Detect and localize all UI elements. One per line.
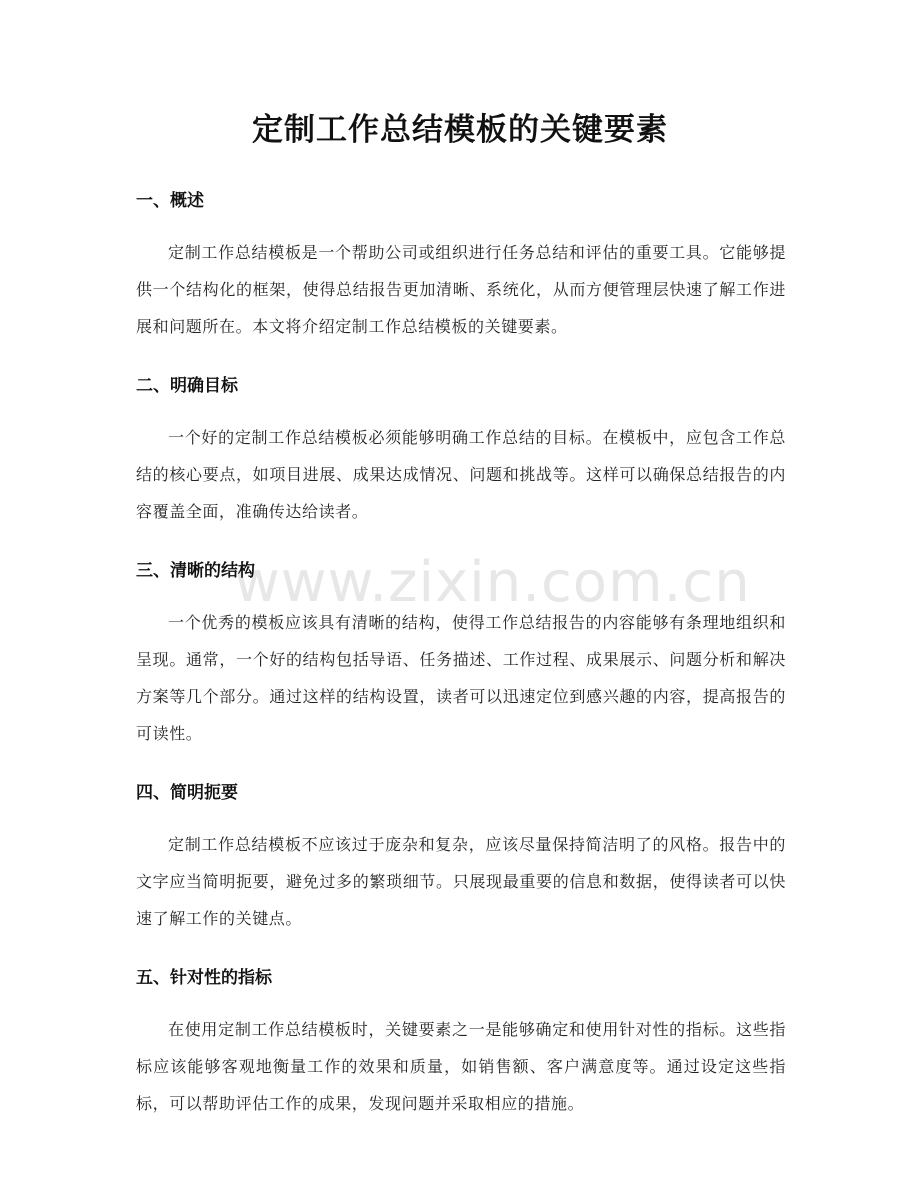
section-clear-goals: [136, 371, 786, 530]
document-title: 定制工作总结模板的关键要素: [252, 112, 668, 148]
section-paragraph: 在使用定制工作总结模板时，关键要素之一是能够确定和使用针对性的指标。这些指标应该能够客观地衡量工作的效果和质量，如销售额、客户满意度等。通过设定这些指标，可以帮助评估工作的成果，发现问题并采取相应的措施。: [136, 1020, 786, 1113]
section-targeted-metrics: [136, 963, 786, 1122]
section-heading: 一、概述: [136, 191, 204, 211]
section-heading: 四、简明扼要: [136, 783, 238, 803]
section-concise: [136, 778, 786, 937]
section-heading: 三、清晰的结构: [136, 561, 255, 581]
section-heading: 五、针对性的指标: [136, 968, 272, 988]
section-clear-structure: [136, 556, 786, 752]
section-paragraph: 一个好的定制工作总结模板必须能够明确工作总结的目标。在模板中，应包含工作总结的核心要点，如项目进展、成果达成情况、问题和挑战等。这样可以确保总结报告的内容覆盖全面，准确传达给读者。: [136, 428, 786, 521]
document-body: [136, 186, 786, 1148]
section-overview: [136, 186, 786, 345]
section-heading: 二、明确目标: [136, 376, 238, 396]
section-paragraph: 定制工作总结模板是一个帮助公司或组织进行任务总结和评估的重要工具。它能够提供一个结构化的框架，使得总结报告更加清晰、系统化，从而方便管理层快速了解工作进展和问题所在。本文将介绍定制工作总结模板的关键要素。: [136, 243, 786, 336]
section-paragraph: 定制工作总结模板不应该过于庞杂和复杂，应该尽量保持简洁明了的风格。报告中的文字应当简明扼要，避免过多的繁琐细节。只展现最重要的信息和数据，使得读者可以快速了解工作的关键点。: [136, 835, 786, 928]
section-paragraph: 一个优秀的模板应该具有清晰的结构，使得工作总结报告的内容能够有条理地组织和呈现。通常，一个好的结构包括导语、任务描述、工作过程、成果展示、问题分析和解决方案等几个部分。通过这样的结构设置，读者可以迅速定位到感兴趣的内容，提高报告的可读性。: [136, 613, 786, 743]
watermark: www.zixin.com.cn: [234, 550, 751, 615]
